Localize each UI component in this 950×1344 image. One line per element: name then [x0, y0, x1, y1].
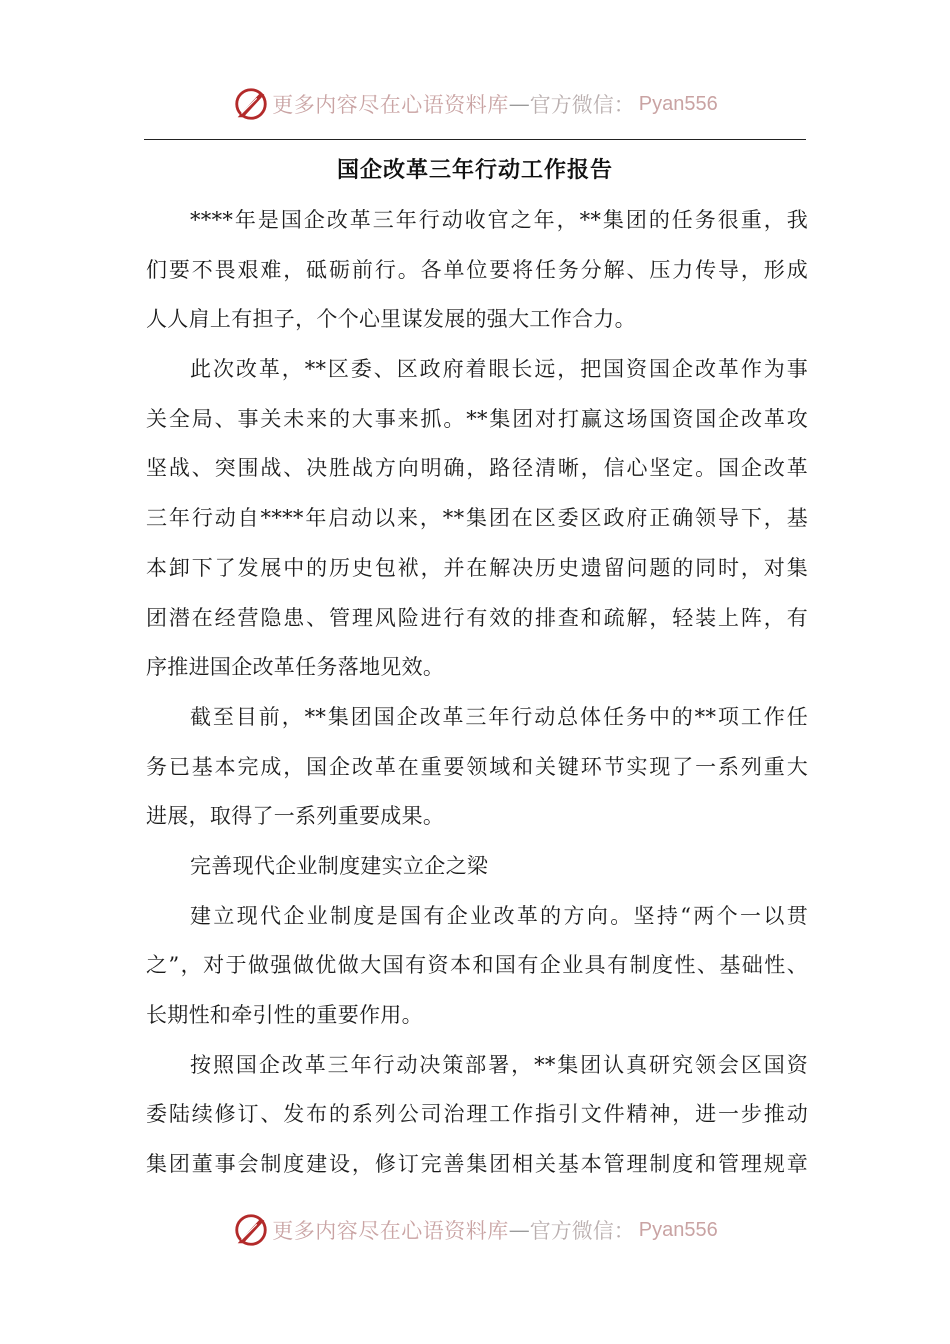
banner-wechat-id: Pyan556 [638, 92, 718, 115]
quill-logo-icon [232, 1211, 270, 1249]
paragraph-line: 集团董事会制度建设，修订完善集团相关基本管理制度和管理规章 [146, 1152, 808, 1177]
paragraph-line: 之”，对于做强做优做大国有资本和国有企业具有制度性、基础性、 [146, 953, 808, 978]
banner-wechat-id: Pyan556 [638, 1218, 718, 1241]
banner-text: 更多内容尽在心语资料库 [272, 93, 509, 117]
paragraph-line: 建立现代企业制度是国有企业改革的方向。坚持“两个一以贯 [190, 903, 808, 928]
paragraph-line: 们要不畏艰难，砥砺前行。各单位要将任务分解、压力传导，形成 [146, 257, 808, 282]
footer-banner [0, 1208, 950, 1252]
header-rule [144, 139, 806, 140]
document-title: 国企改革三年行动工作报告 [336, 158, 613, 183]
paragraph-line: 此次改革，**区委、区政府着眼长远，把国资国企改革作为事 [190, 357, 808, 382]
paragraph-line: 本卸下了发展中的历史包袱，并在解决历史遗留问题的同时，对集 [146, 555, 808, 580]
header-banner [0, 82, 950, 126]
banner-contact-label: 官方微信： [529, 93, 635, 117]
banner-separator: — [508, 92, 530, 116]
paragraph-line: ****年是国企改革三年行动收官之年，**集团的任务很重，我 [190, 208, 808, 232]
paragraph-line: 坚战、突围战、决胜战方向明确，路径清晰，信心坚定。国企改革 [146, 456, 808, 481]
document-body [146, 196, 808, 1190]
paragraph-line: 关全局、事关未来的大事来抓。**集团对打赢这场国资国企改革攻 [146, 406, 808, 431]
paragraph-line: 长期性和牵引性的重要作用。 [146, 1003, 423, 1027]
paragraph-line: 三年行动自****年启动以来，**集团在区委区政府正确领导下，基 [146, 506, 808, 531]
paragraph-line: 截至目前，**集团国企改革三年行动总体任务中的**项工作任 [190, 704, 808, 729]
paragraph-line: 团潜在经营隐患、管理风险进行有效的排查和疏解，轻装上阵，有 [146, 605, 808, 630]
banner-separator: — [508, 1218, 530, 1242]
banner-contact-label: 官方微信： [529, 1219, 635, 1243]
paragraph-line: 按照国企改革三年行动决策部署，**集团认真研究领会区国资 [190, 1052, 808, 1077]
paragraph-line: 人人肩上有担子，个个心里谋发展的强大工作合力。 [146, 307, 636, 332]
paragraph-line: 序推进国企改革任务落地见效。 [146, 655, 445, 680]
quill-logo-icon [232, 85, 270, 123]
paragraph-line: 务已基本完成，国企改革在重要领域和关键环节实现了一系列重大 [146, 754, 808, 779]
paragraph-line: 进展，取得了一系列重要成果。 [146, 804, 445, 829]
section-heading: 完善现代企业制度建实立企之梁 [190, 853, 489, 878]
banner-text: 更多内容尽在心语资料库 [272, 1219, 509, 1243]
paragraph-line: 委陆续修订、发布的系列公司治理工作指引文件精神，进一步推动 [146, 1102, 808, 1127]
